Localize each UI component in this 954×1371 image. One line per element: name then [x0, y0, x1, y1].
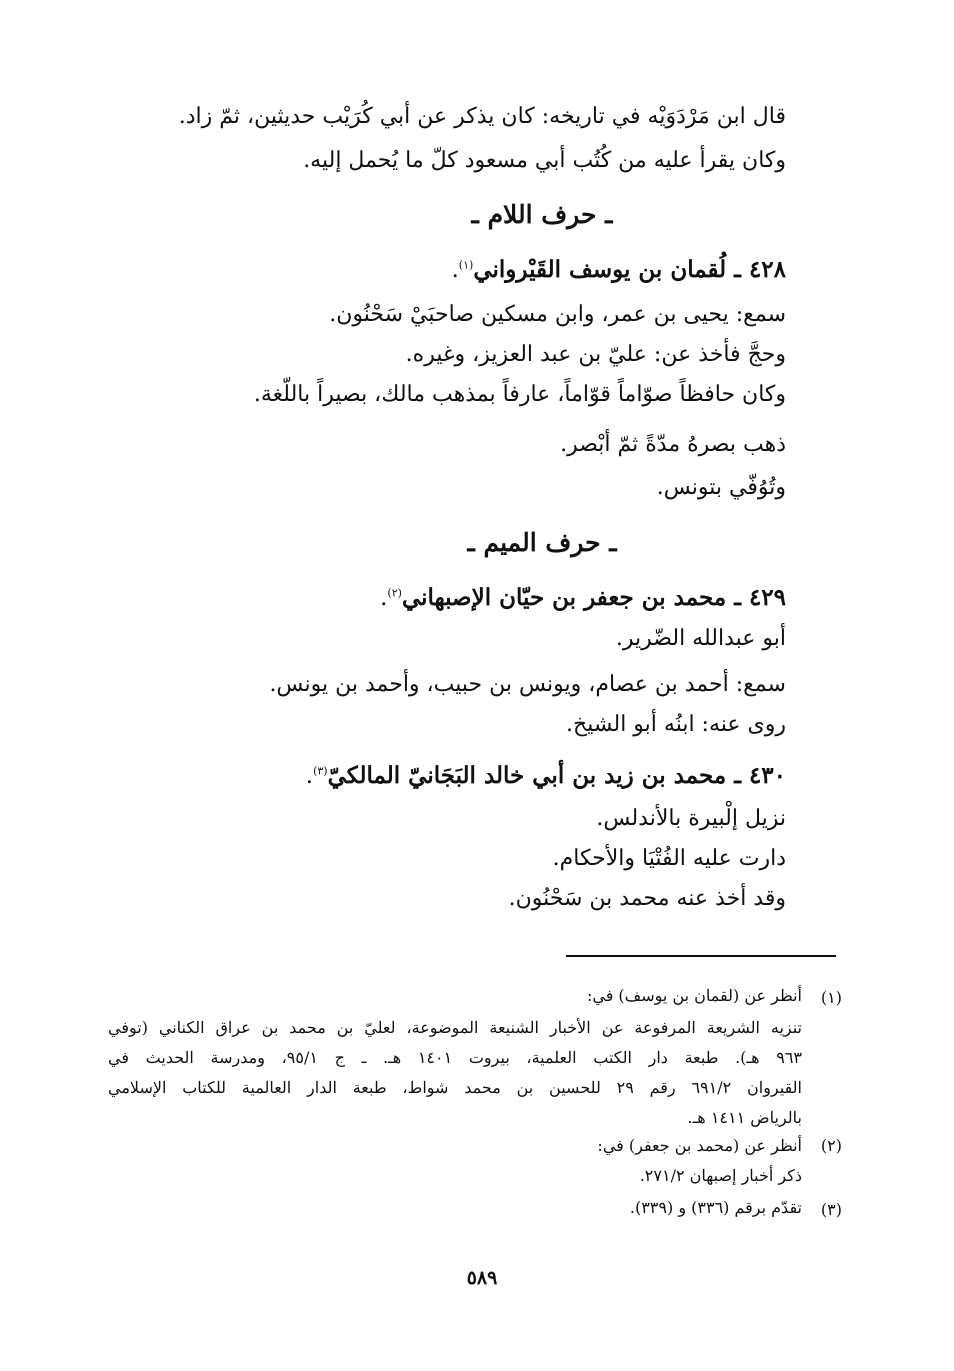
footnote-2-number: (٢): [820, 1136, 842, 1155]
entry-430-line-1: نزيل إلْبيرة بالأندلس.: [596, 806, 786, 831]
intro-line-1: قال ابن مَرْدَوَيْه في تاريخه: كان يذكر عن أبي كُرَيْب حديثين، ثمّ زاد.: [178, 104, 786, 129]
intro-line-2: وكان يقرأ عليه من كُتُب أبي مسعود كلّ ما يُحمل إليه.: [303, 148, 786, 173]
entry-430-tail: .: [305, 763, 314, 789]
page-number: ٥٨٩: [466, 1267, 498, 1289]
entry-428-title: [451, 256, 786, 283]
entry-429-title: [380, 584, 786, 611]
entry-429-line-2: سمع: أحمد بن عصام، ويونس بن حبيب، وأحمد بن يونس.: [269, 672, 786, 697]
footnote-1-line-2: تنزيه الشريعة المرفوعة عن الأخبار الشنيعة الموضوعة، لعليّ بن محمد بن عراق الكناني (توفي: [108, 1018, 803, 1037]
section-heading-mim: ـ حرف الميم ـ: [467, 528, 617, 557]
entry-430-line-3: وقد أخذ عنه محمد بن سَحْنُون.: [508, 886, 786, 911]
footnote-1-line-3: ٩٦٣ هـ). طبعة دار الكتب العلمية، بيروت ١٤٠١ هـ. ـ ج ٩٥/١، ومدرسة الحديث في: [108, 1048, 802, 1067]
footnote-1-line-1: أنظر عن (لقمان بن يوسف) في:: [586, 986, 802, 1005]
footnote-ref-1: (١): [458, 258, 474, 272]
footnote-1-line-4: القيروان ٦٩١/٢ رقم ٢٩ للحسين بن محمد شواط، طبعة الدار العالمية للكتاب الإسلامي: [108, 1078, 802, 1097]
entry-429-line-1: أبو عبدالله الضّرير.: [615, 626, 786, 651]
entry-430-name: ٤٣٠ ـ محمد بن زيد بن أبي خالد البَجَانيّ المالكيّ: [327, 762, 786, 789]
footnote-ref-3: (٣): [313, 764, 328, 778]
entry-430-line-2: دارت عليه الفُتْيَا والأحكام.: [552, 846, 786, 871]
entry-428-line-5: وتُوُفّي بتونس.: [656, 475, 786, 500]
footnote-ref-2: (٢): [387, 586, 402, 600]
entry-429-tail: .: [380, 585, 388, 611]
footnote-separator: [566, 955, 836, 957]
entry-430-title: [306, 762, 786, 789]
footnote-1-line-5: بالرياض ١٤١١ هـ.: [687, 1108, 802, 1127]
entry-428-line-1: سمع: يحيى بن عمر، وابن مسكين صاحبَيْ سَحْنُون.: [329, 302, 786, 327]
footnote-2-line-2: ذكر أخبار إصبهان ٢٧١/٢.: [639, 1166, 802, 1185]
entry-429-line-3: روى عنه: ابنُه أبو الشيخ.: [566, 712, 786, 737]
entry-428-line-4: ذهب بصرهُ مدّةً ثمّ أبْصر.: [560, 432, 786, 457]
entry-429-name: ٤٢٩ ـ محمد بن جعفر بن حيّان الإصبهاني: [401, 584, 786, 611]
footnote-1-number: (١): [820, 988, 842, 1007]
entry-428-line-3: وكان حافظاً صوّاماً قوّاماً، عارفاً بمذهب مالك، بصيراً باللّغة.: [253, 382, 786, 407]
footnote-2-line-1: أنظر عن (محمد بن جعفر) في:: [597, 1136, 802, 1155]
entry-428-name: ٤٢٨ ـ لُقمان بن يوسف القَيْرواني: [473, 256, 786, 283]
section-heading-lam: ـ حرف اللام ـ: [471, 200, 613, 229]
footnote-3-number: (٣): [820, 1200, 842, 1219]
footnote-3-line-1: تقدّم برقم (٣٣٦) و (٣٣٩).: [629, 1198, 802, 1217]
entry-428-tail: .: [451, 257, 459, 283]
entry-428-line-2: وحجَّ فأخذ عن: عليّ بن عبد العزيز، وغيره.: [405, 342, 786, 367]
